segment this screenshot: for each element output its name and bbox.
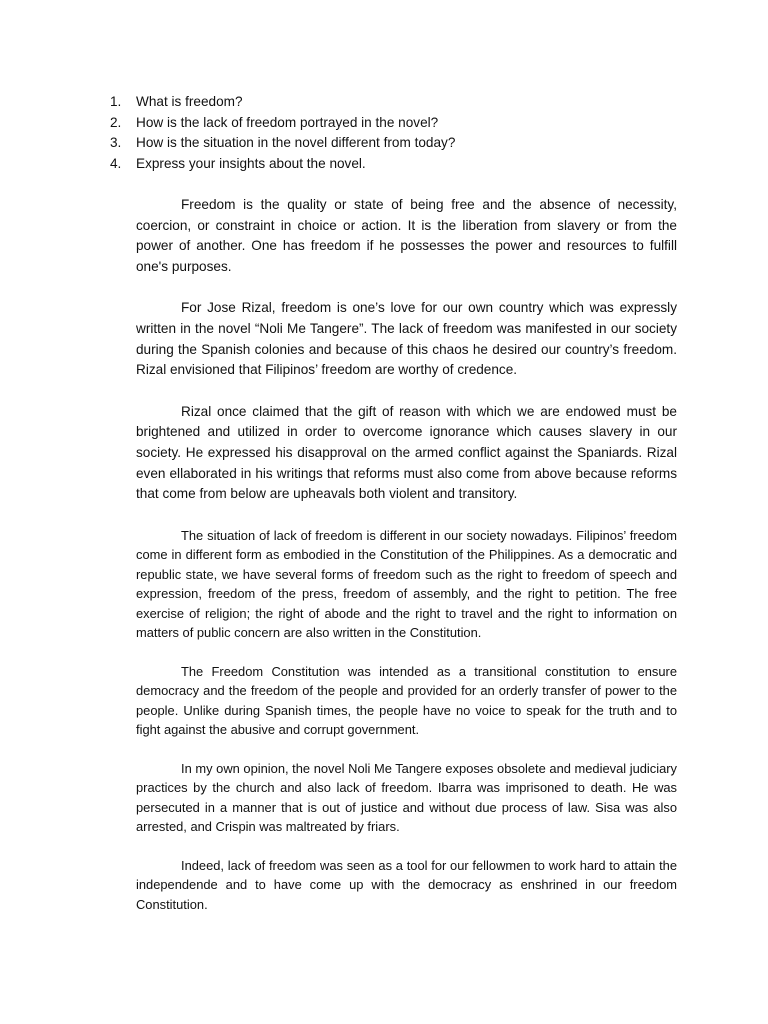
question-item [110, 92, 670, 113]
question-item [110, 154, 670, 175]
question-number: 3. [110, 135, 122, 150]
paragraph-rizal-reason: Rizal once claimed that the gift of reason with which we are endowed must be brightened and utilized in order to overcome ignorance which causes slavery in our society. He expressed his disapproval on the armed conflict against the Spaniards. Rizal even ellaborated in his writings that reforms must also come from above because reforms that come from below are upheavals both violent and transitory. [136, 403, 677, 502]
question-text: What is freedom? [136, 94, 243, 109]
paragraph-opinion: In my own opinion, the novel Noli Me Tangere exposes obsolete and medieval judiciary practices by the church and also lack of freedom. Ibarra was imprisoned to death. He was persecuted in a manner that is out of justice and without due process of law. Sisa was also arrested, and Crispin was maltreated by friars. [136, 760, 677, 835]
question-text: How is the situation in the novel different from today? [136, 135, 456, 150]
essay-body [136, 195, 677, 933]
paragraph-situation-today: The situation of lack of freedom is different in our society nowadays. Filipinos’ freedom come in different form as embodied in the Constitution of the Philippines. As a democratic and republic state, we have several forms of freedom such as the right to freedom of speech and expression, freedom of the press, freedom of assembly, and the right to petition. The free exercise of religion; the right of abode and the right to travel and the right to information on matters of public concern are also written in the Constitution. [136, 527, 677, 641]
question-text: How is the lack of freedom portrayed in the novel? [136, 114, 439, 130]
paragraph-rizal-freedom: For Jose Rizal, freedom is one’s love for our own country which was expressly written in the novel “Noli Me Tangere”. The lack of freedom was manifested in our society during the Spanish colonies and because of this chaos he desired our country’s freedom. Rizal envisioned that Filipinos’ freedom are worthy of credence. [136, 300, 677, 378]
question-item [110, 113, 670, 134]
paragraph-conclusion: Indeed, lack of freedom was seen as a tool for our fellowmen to work hard to attain the independende and to have come up with the democracy as enshrined in our freedom Constitution. [136, 857, 677, 912]
question-number: 4. [110, 155, 122, 171]
paragraph-freedom-definition: Freedom is the quality or state of being free and the absence of necessity, coercion, or constraint in choice or action. It is the liberation from slavery or from the power of another. One has freedom if he possesses the power and resources to fulfill one's purposes. [136, 197, 677, 274]
question-number: 1. [110, 94, 122, 109]
question-item [110, 133, 670, 154]
paragraph-freedom-constitution: The Freedom Constitution was intended as a transitional constitution to ensure democracy and the freedom of the people and provided for an orderly transfer of power to the people. Unlike during Spanish times, the people have no voice to speak for the truth and to fight against the abusive and corrupt government. [136, 663, 677, 738]
question-list [110, 92, 670, 174]
question-number: 2. [110, 114, 122, 130]
question-text: Express your insights about the novel. [136, 155, 366, 171]
